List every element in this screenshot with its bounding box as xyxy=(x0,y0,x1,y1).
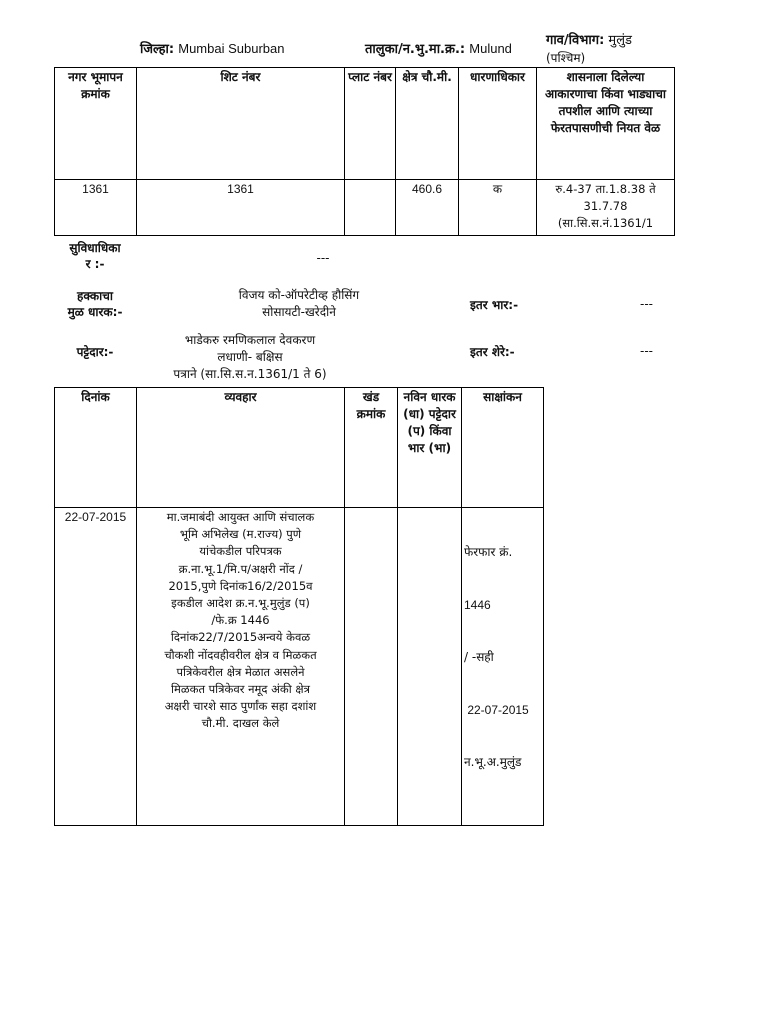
district-value: Mumbai Suburban xyxy=(178,41,285,56)
assessment-line: 31.7.78 xyxy=(583,199,628,213)
col-attestation: साक्षांकन xyxy=(462,388,544,508)
col-tenure: धारणाधिकार xyxy=(459,68,537,180)
taluka-field xyxy=(365,41,512,58)
assessment-cell xyxy=(537,180,675,236)
attestation-cell xyxy=(462,508,544,826)
easement-value: --- xyxy=(316,251,330,265)
other-burden-value: --- xyxy=(640,297,653,311)
owner-label-line: मुळ धारक:- xyxy=(67,305,123,319)
district-field xyxy=(140,41,284,58)
village-label: गाव/विभाग: xyxy=(546,33,605,48)
village-field xyxy=(546,33,632,49)
table2-header-row xyxy=(55,388,544,508)
area-cell: 460.6 xyxy=(396,180,459,236)
transaction-line: मा.जमाबंदी आयुक्त आणि संचालक xyxy=(166,510,315,524)
col-assessment: शासनाला दिलेल्या आकारणाचा किंवा भाड्याचा तपशील आणि त्याच्या फेरतपासणीची नियत वेळ xyxy=(537,68,675,180)
owner-value-line: विजय को-ऑपरेटीव्ह हौसिंग xyxy=(238,288,360,302)
attestation-line: 22-07-2015 xyxy=(464,702,529,717)
lessee-value-line: लधाणी- बक्षिस xyxy=(217,350,283,364)
property-card-table xyxy=(54,67,675,236)
transactions-table xyxy=(54,387,544,826)
table1-data-row xyxy=(55,180,675,236)
lessee-value xyxy=(136,332,364,383)
other-burden-label: इतर भार:- xyxy=(470,298,519,312)
survey-number-cell: 1361 xyxy=(55,180,137,236)
transaction-line: मिळकत पत्रिकेवर नमूद अंकी क्षेत्र xyxy=(171,682,310,697)
transaction-date-cell: 22-07-2015 xyxy=(55,508,137,826)
other-remarks-label: इतर शेरे:- xyxy=(470,345,515,359)
tenure-cell: क xyxy=(459,180,537,236)
taluka-value: Mulund xyxy=(469,41,512,56)
transaction-line: पत्रिकेवरील क्षेत्र मेळात असलेने xyxy=(176,664,305,679)
taluka-label: तालुका/न.भु.मा.क्र.: xyxy=(365,42,466,57)
owner-label-line: हक्काचा xyxy=(77,289,113,303)
transaction-line: 2015,पुणे दिनांक16/2/2015व xyxy=(168,578,313,593)
new-holder-cell xyxy=(398,508,462,826)
transaction-line: क्र.ना.भू.1/मि.प/अक्षरी नोंद / xyxy=(178,561,303,576)
original-holder-value xyxy=(136,287,462,321)
transaction-line: इकडील आदेश क्र.न.भू.मुलुंड (प) xyxy=(171,596,310,611)
transaction-line: चौ.मी. दाखल केले xyxy=(201,716,280,731)
transaction-line: अक्षरी चारशे साठ पुर्णांक सहा दशांश xyxy=(164,699,317,714)
col-new-holder: नविन धारक (धा) पट्टेदार (प) किंवा भार (भा) xyxy=(398,388,462,508)
col-sheet-number: शिट नंबर xyxy=(137,68,345,180)
assessment-line: (सा.सि.स.नं.1361/1 xyxy=(557,216,654,230)
easement-label-line: सुविधाधिका xyxy=(69,241,121,255)
lessee-value-line: पत्राने (सा.सि.स.न.1361/1 ते 6) xyxy=(173,367,327,381)
col-volume: खंड क्रमांक xyxy=(345,388,398,508)
transaction-line: भूमि अभिलेख (म.राज्य) पुणे xyxy=(179,527,302,542)
col-plot-number: प्लाट नंबर xyxy=(345,68,396,180)
plot-number-cell xyxy=(345,180,396,236)
table2-data-row xyxy=(55,508,544,826)
owner-value-line: सोसायटी-खरेदीने xyxy=(262,305,336,319)
attestation-line: न.भू.अ.मुलुंड xyxy=(464,755,522,769)
attestation-line: 1446 xyxy=(464,597,491,612)
sheet-number-cell: 1361 xyxy=(137,180,345,236)
district-label: जिल्हा: xyxy=(140,42,175,57)
volume-cell xyxy=(345,508,398,826)
lessee-value-line: भाडेकरु रमणिकलाल देवकरण xyxy=(184,333,316,347)
assessment-line: रु.4-37 ता.1.8.38 ते xyxy=(555,182,656,196)
table1-header-row xyxy=(55,68,675,180)
attestation-line: फेरफार क्रं. xyxy=(464,545,513,559)
easement-label xyxy=(54,240,136,272)
col-survey-number: नगर भूमापन क्रमांक xyxy=(55,68,137,180)
col-area: क्षेत्र चौ.मी. xyxy=(396,68,459,180)
col-transaction: व्यवहार xyxy=(137,388,345,508)
original-holder-label xyxy=(54,288,136,320)
transaction-line: यांचेकडील परिपत्रक xyxy=(199,544,282,559)
transaction-line: /फे.क्र 1446 xyxy=(211,613,270,628)
easement-label-line: र :- xyxy=(85,257,105,271)
transaction-detail-cell xyxy=(137,508,345,826)
transaction-line: दिनांक22/7/2015अन्वये केवळ xyxy=(170,630,311,645)
village-value: मुलुंड xyxy=(608,33,632,48)
attestation-line: / -सही xyxy=(464,650,494,664)
lessee-label: पट्टेदार:- xyxy=(76,345,114,359)
village-sub: (पश्चिम) xyxy=(546,51,586,65)
other-remarks-value: --- xyxy=(640,344,653,358)
col-date: दिनांक xyxy=(55,388,137,508)
transaction-line: चौकशी नोंदवहीवरील क्षेत्र व मिळकत xyxy=(164,647,317,662)
